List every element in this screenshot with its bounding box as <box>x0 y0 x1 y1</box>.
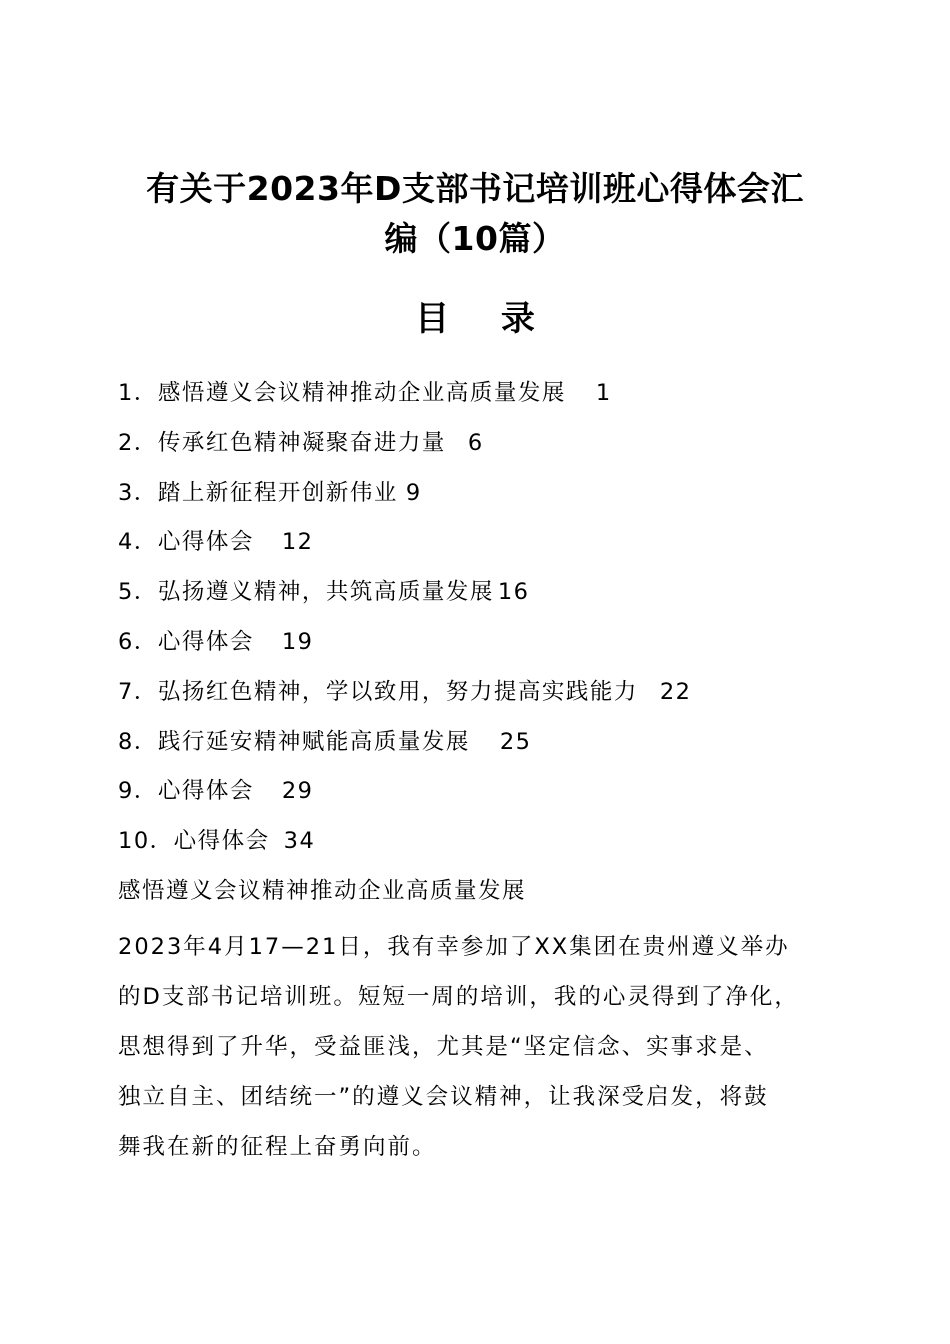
toc-item[interactable] <box>118 375 878 425</box>
toc-item-number: 4． <box>118 529 158 556</box>
toc-item-page: 9 <box>405 479 422 506</box>
document-title-line-2: 编（10篇） <box>384 219 566 258</box>
toc-item[interactable] <box>118 475 878 525</box>
toc-item-text: 心得体会 <box>157 529 254 556</box>
toc-item-page: 16 <box>497 579 530 606</box>
toc-item-text: 心得体会 <box>173 828 270 855</box>
paragraph-line: 独立自主、团结统一”的遵义会议精神，让我深受启发，将鼓 <box>118 1084 769 1110</box>
toc-item-number: 2． <box>118 429 158 456</box>
toc-item-number: 3． <box>118 479 158 506</box>
toc-item-page: 25 <box>499 728 532 755</box>
toc-item-text: 弘扬红色精神，学以致用，努力提高实践能力 <box>157 678 638 705</box>
toc-item-page: 22 <box>659 678 692 705</box>
toc-item[interactable] <box>118 724 878 774</box>
toc-item-number: 8． <box>118 728 158 755</box>
toc-item-page: 6 <box>467 429 484 456</box>
toc-item-number: 10． <box>118 828 174 855</box>
document-title-line-1: 有关于2023年D支部书记培训班心得体会汇 <box>146 169 804 208</box>
toc-item-page: 1 <box>595 380 612 406</box>
toc-item-page: 34 <box>283 828 316 855</box>
toc-item[interactable] <box>118 574 878 624</box>
article-title: 感悟遵义会议精神推动企业高质量发展 <box>118 878 527 904</box>
toc-item-text: 踏上新征程开创新伟业 <box>157 479 398 506</box>
toc-item-page: 12 <box>281 529 314 556</box>
toc-item-text: 感悟遵义会议精神推动企业高质量发展 <box>157 380 566 406</box>
table-of-contents <box>118 375 878 873</box>
toc-heading: 目 录 <box>415 299 555 339</box>
toc-item-text: 传承红色精神凝聚奋进力量 <box>157 429 446 456</box>
toc-item-page: 29 <box>281 778 314 805</box>
toc-item-text: 弘扬遵义精神，共筑高质量发展 <box>157 579 494 606</box>
toc-item[interactable] <box>118 773 878 823</box>
toc-item[interactable] <box>118 823 878 873</box>
toc-item-number: 6． <box>118 628 158 655</box>
toc-item[interactable] <box>118 524 878 574</box>
paragraph-line: 2023年4月17—21日，我有幸参加了XX集团在贵州遵义举办 <box>118 934 790 960</box>
toc-item-text: 践行延安精神赋能高质量发展 <box>157 728 470 755</box>
toc-item-text: 心得体会 <box>157 628 254 655</box>
toc-item-page: 19 <box>281 628 314 655</box>
toc-item[interactable] <box>118 425 878 475</box>
paragraph-line: 的D支部书记培训班。短短一周的培训，我的心灵得到了净化， <box>118 984 799 1010</box>
article-paragraph <box>118 922 848 1172</box>
toc-item-number: 5． <box>118 579 158 606</box>
toc-item-number: 9． <box>118 778 158 805</box>
toc-item-text: 心得体会 <box>157 778 254 805</box>
paragraph-line: 舞我在新的征程上奋勇向前。 <box>118 1134 437 1160</box>
toc-item-number: 1． <box>118 380 158 406</box>
toc-item-number: 7． <box>118 678 158 705</box>
paragraph-line: 思想得到了升华，受益匪浅，尤其是“坚定信念、实事求是、 <box>118 1034 769 1060</box>
toc-item[interactable] <box>118 624 878 674</box>
toc-item[interactable] <box>118 674 878 724</box>
